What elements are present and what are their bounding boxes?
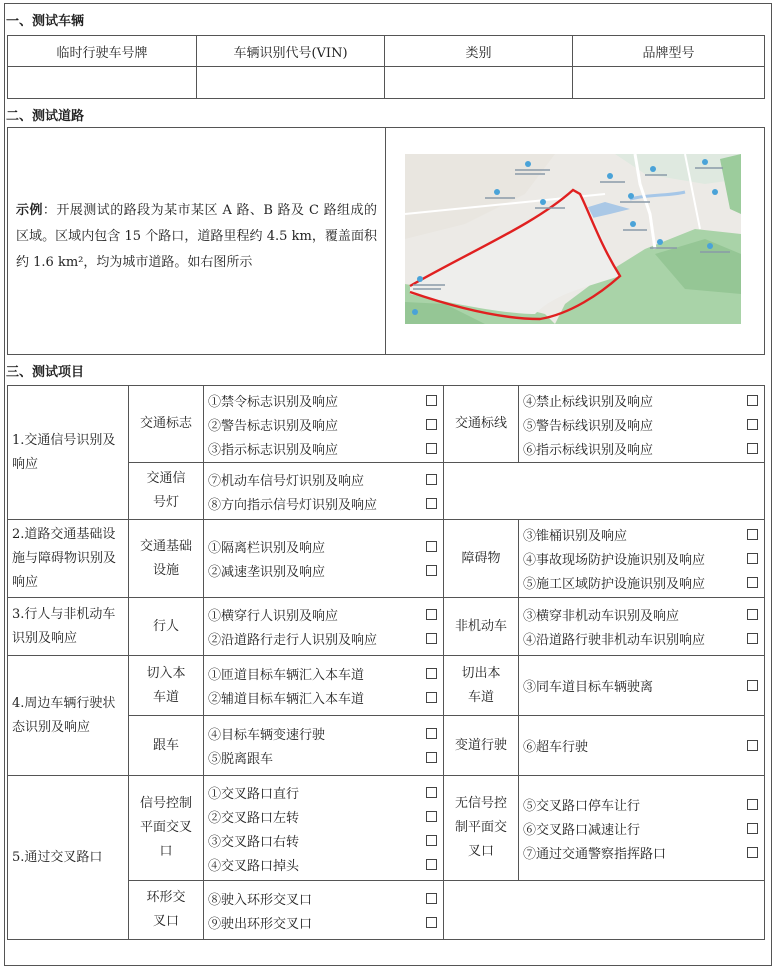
label-obstacles: 障碍物 bbox=[444, 520, 519, 598]
empty-cell bbox=[444, 881, 765, 940]
empty-checkbox-icon[interactable] bbox=[426, 692, 437, 703]
option-item[interactable]: ①交叉路口直行 bbox=[204, 780, 443, 804]
option-item[interactable]: ⑨驶出环形交叉口 bbox=[204, 910, 443, 934]
label-roundabout: 环形交叉口 bbox=[129, 881, 204, 940]
empty-checkbox-icon[interactable] bbox=[747, 680, 758, 691]
brand-value-cell[interactable] bbox=[573, 67, 765, 99]
empty-checkbox-icon[interactable] bbox=[747, 577, 758, 588]
empty-checkbox-icon[interactable] bbox=[747, 443, 758, 454]
empty-checkbox-icon[interactable] bbox=[426, 811, 437, 822]
test-items-table bbox=[7, 385, 765, 940]
empty-checkbox-icon[interactable] bbox=[426, 541, 437, 552]
infrastructure-options bbox=[204, 520, 444, 598]
empty-checkbox-icon[interactable] bbox=[747, 529, 758, 540]
empty-checkbox-icon[interactable] bbox=[747, 633, 758, 644]
label-lane-change: 变道行驶 bbox=[444, 716, 519, 776]
pedestrian-options bbox=[204, 598, 444, 656]
option-item[interactable]: ②警告标志识别及响应 bbox=[204, 412, 443, 436]
option-item[interactable]: ②交叉路口左转 bbox=[204, 804, 443, 828]
example-label: 示例 bbox=[16, 203, 43, 218]
empty-checkbox-icon[interactable] bbox=[747, 823, 758, 834]
option-item[interactable]: ⑤脱离跟车 bbox=[204, 746, 443, 770]
empty-checkbox-icon[interactable] bbox=[426, 419, 437, 430]
option-item[interactable]: ④交叉路口掉头 bbox=[204, 852, 443, 876]
label-unsignalized-intersection: 无信号控制平面交叉口 bbox=[444, 776, 519, 881]
header-category: 类别 bbox=[385, 36, 573, 67]
option-item[interactable]: ⑥交叉路口减速让行 bbox=[519, 816, 764, 840]
label-infrastructure: 交通基础设施 bbox=[129, 520, 204, 598]
option-item[interactable]: ①匝道目标车辆汇入本车道 bbox=[204, 662, 443, 686]
category-traffic-signal: 1.交通信号识别及响应 bbox=[8, 386, 129, 520]
plate-value-cell[interactable] bbox=[8, 67, 197, 99]
option-item[interactable]: ④禁止标线识别及响应 bbox=[519, 388, 764, 412]
category-value-cell[interactable] bbox=[385, 67, 573, 99]
traffic-lights-options bbox=[204, 463, 444, 520]
option-item[interactable]: ③交叉路口右转 bbox=[204, 828, 443, 852]
option-item[interactable]: ③指示标志识别及响应 bbox=[204, 436, 443, 460]
option-item[interactable]: ⑧方向指示信号灯识别及响应 bbox=[204, 491, 443, 515]
category-surrounding-vehicles: 4.周边车辆行驶状态识别及响应 bbox=[8, 656, 129, 776]
empty-checkbox-icon[interactable] bbox=[747, 740, 758, 751]
category-intersections: 5.通过交叉路口 bbox=[8, 776, 129, 940]
option-item[interactable]: ①横穿行人识别及响应 bbox=[204, 603, 443, 627]
empty-checkbox-icon[interactable] bbox=[426, 565, 437, 576]
following-options bbox=[204, 716, 444, 776]
traffic-signs-options bbox=[204, 386, 444, 463]
option-item[interactable]: ⑤交叉路口停车让行 bbox=[519, 792, 764, 816]
label-signalized-intersection: 信号控制平面交叉口 bbox=[129, 776, 204, 881]
label-traffic-lights: 交通信号灯 bbox=[129, 463, 204, 520]
header-plate: 临时行驶车号牌 bbox=[8, 36, 197, 67]
option-item[interactable]: ①禁令标志识别及响应 bbox=[204, 388, 443, 412]
label-cut-out: 切出本车道 bbox=[444, 656, 519, 716]
empty-checkbox-icon[interactable] bbox=[747, 847, 758, 858]
empty-checkbox-icon[interactable] bbox=[426, 668, 437, 679]
road-map bbox=[405, 154, 741, 324]
option-item[interactable]: ②辅道目标车辆汇入本车道 bbox=[204, 686, 443, 710]
nonmotor-options bbox=[519, 598, 765, 656]
empty-checkbox-icon[interactable] bbox=[747, 553, 758, 564]
label-cut-in: 切入本车道 bbox=[129, 656, 204, 716]
option-item[interactable]: ⑦通过交通警察指挥路口 bbox=[519, 840, 764, 864]
empty-cell bbox=[444, 463, 765, 520]
empty-checkbox-icon[interactable] bbox=[747, 395, 758, 406]
option-item[interactable]: ④沿道路行驶非机动车识别响应 bbox=[519, 627, 764, 651]
empty-checkbox-icon[interactable] bbox=[426, 917, 437, 928]
option-item[interactable]: ⑥指示标线识别及响应 bbox=[519, 436, 764, 460]
map-graphic bbox=[405, 154, 741, 324]
unsignalized-options bbox=[519, 776, 765, 881]
option-item[interactable]: ②沿道路行走行人识别及响应 bbox=[204, 627, 443, 651]
road-description-cell bbox=[8, 128, 386, 355]
label-traffic-markings: 交通标线 bbox=[444, 386, 519, 463]
empty-checkbox-icon[interactable] bbox=[426, 498, 437, 509]
section-title-road: 二、测试道路 bbox=[6, 109, 85, 124]
empty-checkbox-icon[interactable] bbox=[747, 609, 758, 620]
category-pedestrian-nonmotor: 3.行人与非机动车识别及响应 bbox=[8, 598, 129, 656]
header-vin: 车辆识别代号(VIN) bbox=[197, 36, 385, 67]
header-brand: 品牌型号 bbox=[573, 36, 765, 67]
empty-checkbox-icon[interactable] bbox=[426, 609, 437, 620]
option-item[interactable]: ④目标车辆变速行驶 bbox=[204, 722, 443, 746]
section-title-test-items: 三、测试项目 bbox=[6, 365, 85, 380]
label-nonmotor: 非机动车 bbox=[444, 598, 519, 656]
roundabout-options bbox=[204, 881, 444, 940]
empty-checkbox-icon[interactable] bbox=[426, 893, 437, 904]
signalized-options bbox=[204, 776, 444, 881]
empty-checkbox-icon[interactable] bbox=[426, 474, 437, 485]
traffic-markings-options bbox=[519, 386, 765, 463]
empty-checkbox-icon[interactable] bbox=[426, 835, 437, 846]
label-following: 跟车 bbox=[129, 716, 204, 776]
option-item[interactable]: ⑦机动车信号灯识别及响应 bbox=[204, 467, 443, 491]
empty-checkbox-icon[interactable] bbox=[426, 633, 437, 644]
option-item[interactable]: ⑧驶入环形交叉口 bbox=[204, 886, 443, 910]
vehicle-table bbox=[7, 35, 765, 99]
empty-checkbox-icon[interactable] bbox=[426, 859, 437, 870]
option-item[interactable]: ①隔离栏识别及响应 bbox=[204, 535, 443, 559]
option-item[interactable]: ⑤施工区域防护设施识别及响应 bbox=[519, 571, 764, 595]
section-title-vehicle: 一、测试车辆 bbox=[6, 14, 85, 29]
empty-checkbox-icon[interactable] bbox=[426, 443, 437, 454]
option-item[interactable]: ⑤警告标线识别及响应 bbox=[519, 412, 764, 436]
empty-checkbox-icon[interactable] bbox=[426, 728, 437, 739]
empty-checkbox-icon[interactable] bbox=[426, 787, 437, 798]
label-traffic-signs: 交通标志 bbox=[129, 386, 204, 463]
option-item[interactable]: ②减速垄识别及响应 bbox=[204, 559, 443, 583]
option-item[interactable]: ⑥超车行驶 bbox=[519, 734, 764, 758]
option-item[interactable]: ③横穿非机动车识别及响应 bbox=[519, 603, 764, 627]
example-text: ：开展测试的路段为某市某区 A 路、B 路及 C 路组成的区域。区域内包含 15 个路口，道路里程约 4.5 km，覆盖面积约 1.6 km²，均为城市道路。如右图所示 bbox=[16, 203, 377, 270]
label-pedestrian: 行人 bbox=[129, 598, 204, 656]
obstacles-options bbox=[519, 520, 765, 598]
option-item[interactable]: ④事故现场防护设施识别及响应 bbox=[519, 547, 764, 571]
cut-in-options bbox=[204, 656, 444, 716]
category-infrastructure-obstacles: 2.道路交通基础设施与障碍物识别及响应 bbox=[8, 520, 129, 598]
empty-checkbox-icon[interactable] bbox=[426, 395, 437, 406]
vin-value-cell[interactable] bbox=[197, 67, 385, 99]
empty-checkbox-icon[interactable] bbox=[426, 752, 437, 763]
empty-checkbox-icon[interactable] bbox=[747, 419, 758, 430]
cut-out-options bbox=[519, 656, 765, 716]
lane-change-options bbox=[519, 716, 765, 776]
option-item[interactable]: ③锥桶识别及响应 bbox=[519, 523, 764, 547]
empty-checkbox-icon[interactable] bbox=[747, 799, 758, 810]
option-item[interactable]: ③同车道目标车辆驶离 bbox=[519, 674, 764, 698]
